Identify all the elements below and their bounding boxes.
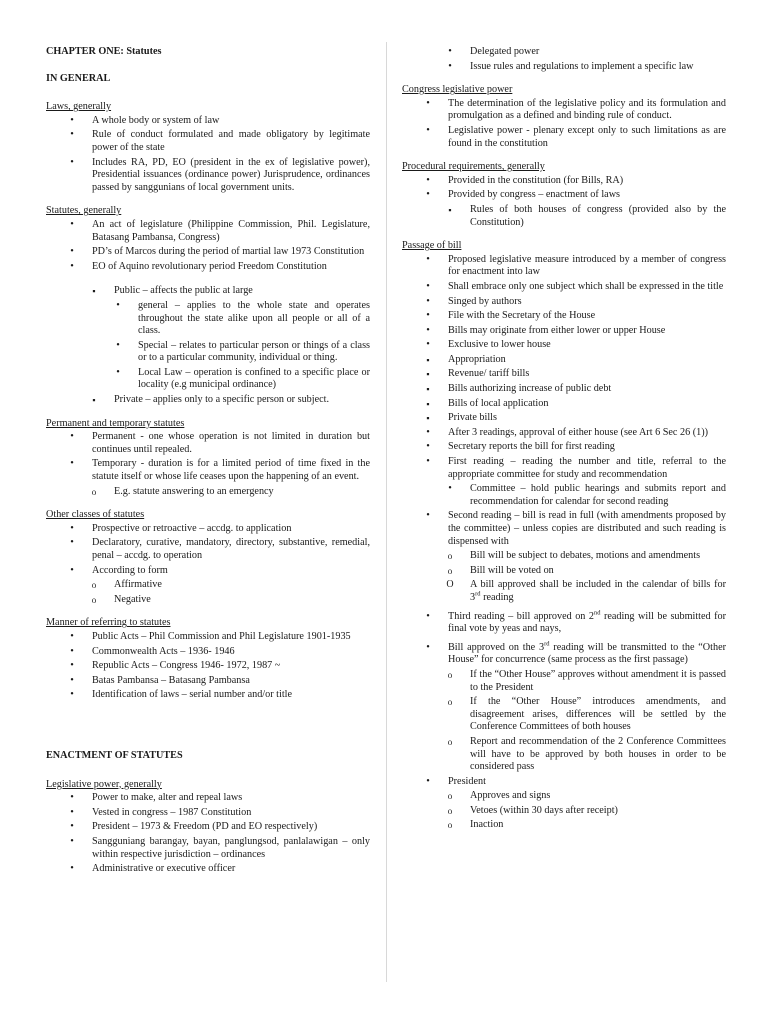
- bigcircle-bullet-icon: [444, 579, 456, 592]
- bullet-bullet-icon: [422, 339, 434, 352]
- list-item-text: An act of legislature (Philippine Commission, Phil. Legislature, Batasang Pambansa, Congress): [92, 218, 370, 243]
- list-item-text: Rules of both houses of congress (provided also by the Constitution): [470, 203, 726, 228]
- chapter-title: CHAPTER ONE: Statutes: [46, 46, 162, 57]
- list-item: [46, 458, 370, 483]
- list-item: [402, 819, 726, 832]
- subsection-title-permanent-and-temporary-statutes: Permanent and temporary statutes: [46, 417, 185, 429]
- left-column: [46, 46, 370, 878]
- list-item: [46, 486, 370, 499]
- list-item-text: President: [448, 775, 486, 787]
- list-item-text: Inaction: [470, 819, 504, 831]
- list-item: [402, 61, 726, 74]
- subsection-title-laws-generally: Laws, generally: [46, 101, 112, 113]
- bullet-bullet-icon: [422, 427, 434, 440]
- list-item: [46, 646, 370, 659]
- list-item: [46, 689, 370, 702]
- square-bullet-icon: [422, 354, 434, 368]
- list-item-text: Bills of local application: [448, 397, 549, 409]
- list-item-text: First reading – reading the number and title, referral to the appropriate committee for study and recommendation: [448, 456, 726, 480]
- bullet-list: [46, 631, 370, 702]
- list-item: [46, 594, 370, 607]
- list-item: [46, 261, 370, 274]
- list-item-text: Private – applies only to a specific person or subject.: [114, 394, 330, 406]
- subsection-title-legislative-power-generally: Legislative power, generally: [46, 778, 162, 790]
- list-item: [46, 129, 370, 154]
- bullet-bullet-icon: [66, 129, 78, 142]
- list-item: [402, 579, 726, 604]
- list-item-text: Public – affects the public at large: [114, 285, 253, 297]
- list-item-text: Secretary reports the bill for first reading: [448, 441, 615, 453]
- list-item: [402, 805, 726, 818]
- bullet-bullet-icon: [66, 863, 78, 876]
- list-item: [402, 550, 726, 563]
- list-item: [46, 863, 370, 876]
- list-item: [46, 807, 370, 820]
- bullet-bullet-icon: [66, 219, 78, 232]
- bullet-list: [46, 792, 370, 876]
- list-item-text: EO of Aquino revolutionary period Freedom Constitution: [92, 260, 327, 272]
- list-item: [402, 696, 726, 734]
- circle-bullet-icon: [444, 669, 456, 683]
- bullet-list: [46, 431, 370, 498]
- bullet-list: [402, 254, 726, 832]
- list-item-text: Approves and signs: [470, 790, 551, 802]
- list-item-text: President – 1973 & Freedom (PD and EO respectively): [92, 821, 318, 833]
- list-item: [402, 46, 726, 59]
- list-item-text: Vested in congress – 1987 Constitution: [92, 806, 252, 818]
- bullet-bullet-icon: [422, 776, 434, 789]
- bullet-list: [402, 175, 726, 229]
- list-item-text: Commonwealth Acts – 1936- 1946: [92, 645, 235, 657]
- list-item: [402, 339, 726, 352]
- bullet-bullet-icon: [66, 261, 78, 274]
- list-item-text: Prospective or retroactive – accdg. to application: [92, 522, 292, 534]
- list-item: [46, 431, 370, 456]
- bullet-bullet-icon: [66, 631, 78, 644]
- section-heading-enactment-of-statutes: ENACTMENT OF STATUTES: [46, 749, 183, 761]
- circle-bullet-icon: [88, 594, 100, 608]
- list-item: [402, 427, 726, 440]
- list-item: [402, 642, 726, 667]
- right-column: [402, 46, 726, 834]
- list-item: [402, 398, 726, 411]
- bullet-bullet-icon: [422, 98, 434, 111]
- bullet-bullet-icon: [422, 611, 434, 624]
- list-item-text: Committee – hold public hearings and submits report and recommendation for calendar for second reading: [470, 483, 726, 507]
- list-item-text: Rule of conduct formulated and made obligatory by legitimate power of the state: [92, 129, 370, 153]
- list-item: [402, 790, 726, 803]
- bullet-bullet-icon: [444, 61, 456, 74]
- list-item-text: Bills authorizing increase of public debt: [448, 383, 612, 395]
- list-item: [402, 565, 726, 578]
- subsection-title-passage-of-bill: Passage of bill: [402, 240, 462, 252]
- square-bullet-icon: [88, 394, 100, 408]
- square-bullet-icon: [88, 285, 100, 299]
- list-item-text: Singed by authors: [448, 295, 522, 307]
- list-item: [402, 310, 726, 323]
- bullet-bullet-icon: [66, 792, 78, 805]
- list-item-text: Delegated power: [470, 46, 540, 57]
- list-item-text: Legislative power - plenary except only to such limitations as are found in the constitution: [448, 124, 726, 149]
- column-divider: [386, 42, 387, 982]
- list-item: [402, 189, 726, 202]
- list-item: [46, 579, 370, 592]
- list-item: [402, 368, 726, 381]
- bullet-bullet-icon: [66, 537, 78, 550]
- bullet-bullet-icon: [422, 296, 434, 309]
- circle-bullet-icon: [444, 736, 456, 750]
- list-item: [46, 157, 370, 195]
- bullet-bullet-icon: [422, 125, 434, 138]
- list-item-text: E.g. statute answering to an emergency: [114, 485, 274, 497]
- list-item-text: A bill approved shall be included in the calendar of bills for 3rd reading: [470, 579, 726, 603]
- circle-bullet-icon: [444, 790, 456, 804]
- list-item-text: Revenue/ tariff bills: [448, 368, 530, 380]
- bullet-bullet-icon: [66, 115, 78, 128]
- bullet-bullet-icon: [66, 157, 78, 170]
- circle-bullet-icon: [444, 565, 456, 579]
- circle-bullet-icon: [88, 579, 100, 593]
- list-item: [46, 660, 370, 673]
- list-item: [402, 776, 726, 789]
- list-item-text: A whole body or system of law: [92, 114, 220, 126]
- circle-bullet-icon: [88, 486, 100, 500]
- bullet-bullet-icon: [66, 821, 78, 834]
- subsection-title-manner-of-referring-to-statutes: Manner of referring to statutes: [46, 617, 171, 629]
- list-item: [402, 456, 726, 481]
- bullet-bullet-icon: [66, 807, 78, 820]
- list-item: [402, 281, 726, 294]
- list-item: [46, 675, 370, 688]
- bullet-bullet-icon: [66, 523, 78, 536]
- list-item-text: Bill approved on the 3rd reading will be transmitted to the “Other House” for concurrence (same process as the first passage): [448, 640, 726, 666]
- circle-bullet-icon: [444, 696, 456, 710]
- bullet-bullet-icon: [422, 281, 434, 294]
- bullet-list: [46, 115, 370, 195]
- subsection-title-statutes-generally: Statutes, generally: [46, 205, 122, 217]
- bullet-bullet-icon: [444, 46, 456, 59]
- bullet-list: [402, 46, 726, 73]
- bullet-bullet-icon: [112, 340, 124, 353]
- list-item-text: After 3 readings, approval of either house (see Art 6 Sec 26 (1)): [448, 426, 708, 438]
- list-item: [46, 394, 370, 407]
- list-item: [402, 325, 726, 338]
- list-item: [402, 354, 726, 367]
- bullet-bullet-icon: [66, 646, 78, 659]
- bullet-list: [46, 523, 370, 607]
- list-item: [46, 300, 370, 338]
- bullet-bullet-icon: [112, 367, 124, 380]
- list-item-text: Special – relates to particular person or things of a class or to a particular community, individual or thing.: [138, 339, 370, 364]
- list-item: [402, 669, 726, 694]
- list-item: [46, 340, 370, 365]
- list-item-text: Includes RA, PD, EO (president in the ex of legislative power), Presidential issuances (ordinance power) Jurisprudence, ordinances passed by sanggunians of local government units.: [92, 156, 370, 193]
- list-item: [402, 510, 726, 548]
- list-item-text: Public Acts – Phil Commission and Phil Legislature 1901-1935: [92, 630, 351, 642]
- bullet-bullet-icon: [112, 300, 124, 313]
- bullet-bullet-icon: [66, 689, 78, 702]
- circle-bullet-icon: [444, 805, 456, 819]
- list-item-text: PD’s of Marcos during the period of martial law 1973 Constitution: [92, 246, 365, 258]
- list-item: [46, 631, 370, 644]
- list-item: [402, 611, 726, 636]
- bullet-bullet-icon: [66, 660, 78, 673]
- list-item: [46, 285, 370, 298]
- list-item: [402, 98, 726, 123]
- list-item-text: Second reading – bill is read in full (with amendments proposed by the committee) – unless copies are distributed and such reading is dispensed with: [448, 510, 726, 547]
- bullet-bullet-icon: [422, 254, 434, 267]
- list-item: [46, 537, 370, 562]
- list-item-text: Administrative or executive officer: [92, 863, 236, 875]
- bullet-bullet-icon: [66, 458, 78, 471]
- list-item: [402, 412, 726, 425]
- list-item: [402, 254, 726, 279]
- list-item: [402, 736, 726, 774]
- bullet-bullet-icon: [422, 642, 434, 655]
- list-item-text: Batas Pambansa – Batasang Pambansa: [92, 674, 250, 686]
- bullet-bullet-icon: [422, 325, 434, 338]
- square-bullet-icon: [422, 398, 434, 412]
- list-item-text: Affirmative: [114, 579, 162, 591]
- list-item-text: Vetoes (within 30 days after receipt): [470, 804, 618, 816]
- bullet-bullet-icon: [422, 310, 434, 323]
- square-bullet-icon: [422, 368, 434, 382]
- bullet-bullet-icon: [422, 441, 434, 454]
- bullet-bullet-icon: [444, 483, 456, 496]
- list-item-text: Permanent - one whose operation is not limited in duration but continues until repealed.: [92, 431, 370, 455]
- list-item: [402, 441, 726, 454]
- list-item-text: Report and recommendation of the 2 Conference Committees will have to be approved by both houses in order to be considered pass: [470, 735, 726, 773]
- list-item-text: Republic Acts – Congress 1946- 1972, 1987 ~: [92, 660, 281, 672]
- square-bullet-icon: [444, 204, 456, 218]
- list-item-text: Power to make, alter and repeal laws: [92, 792, 243, 804]
- square-bullet-icon: [422, 412, 434, 426]
- list-item: [46, 115, 370, 128]
- list-item: [46, 246, 370, 259]
- list-item-text: Negative: [114, 593, 151, 605]
- list-item: [46, 565, 370, 578]
- bullet-bullet-icon: [422, 189, 434, 202]
- list-item: [46, 523, 370, 536]
- list-item: [402, 204, 726, 229]
- list-item: [46, 792, 370, 805]
- subsection-title-other-classes-of-statutes: Other classes of statutes: [46, 509, 145, 521]
- list-item: [402, 125, 726, 150]
- list-item-text: Bills may originate from either lower or upper House: [448, 324, 666, 336]
- circle-bullet-icon: [444, 819, 456, 833]
- bullet-bullet-icon: [66, 565, 78, 578]
- list-item: [402, 296, 726, 309]
- list-item-text: Temporary - duration is for a limited period of time fixed in the statute itself or whose life ceases upon the happening of an event.: [92, 458, 370, 483]
- list-item-text: According to form: [92, 564, 168, 576]
- list-item: [402, 383, 726, 396]
- list-item-text: Third reading – bill approved on 2nd reading will be submitted for final vote by yeas and nays,: [448, 609, 727, 635]
- list-item: [46, 821, 370, 834]
- list-item-text: Provided in the constitution (for Bills, RA): [448, 174, 624, 186]
- list-item-text: File with the Secretary of the House: [448, 310, 596, 322]
- subsection-title-procedural-requirements-generally: Procedural requirements, generally: [402, 161, 545, 173]
- list-item-text: The determination of the legislative policy and its formulation and promulgation as a defined and binding rule of conduct.: [448, 97, 726, 122]
- list-item-text: If the “Other House” approves without amendment it is passed to the President: [470, 668, 726, 693]
- list-item-text: Bill will be subject to debates, motions and amendments: [470, 550, 701, 562]
- list-item-text: Exclusive to lower house: [448, 339, 551, 351]
- section-heading-in-general: IN GENERAL: [46, 72, 111, 84]
- bullet-list: [46, 219, 370, 407]
- list-item-text: Proposed legislative measure introduced by a member of congress for enactment into law: [448, 253, 726, 278]
- list-item-text: Sangguniang barangay, bayan, panglungsod, panlalawigan – only within respective jurisdiction – ordinances: [92, 835, 370, 860]
- bullet-bullet-icon: [422, 175, 434, 188]
- list-item-text: Declaratory, curative, mandatory, directory, substantive, remedial, penal – accdg. to operation: [92, 537, 370, 561]
- bullet-bullet-icon: [66, 431, 78, 444]
- bullet-bullet-icon: [66, 246, 78, 259]
- bullet-bullet-icon: [66, 836, 78, 849]
- list-item-text: Local Law – operation is confined to a specific place or locality (e.g municipal ordinance): [138, 366, 370, 391]
- list-item: [46, 836, 370, 861]
- list-item-text: Shall embrace only one subject which shall be expressed in the title: [448, 280, 724, 292]
- list-item: [46, 219, 370, 244]
- bullet-bullet-icon: [66, 675, 78, 688]
- list-item: [402, 483, 726, 508]
- list-item-text: Issue rules and regulations to implement a specific law: [470, 60, 694, 72]
- bullet-list: [402, 98, 726, 150]
- list-item-text: If the “Other House” introduces amendments, and disagreement arises, differences will be settled by the Conference Committees of both houses: [470, 696, 726, 733]
- bullet-bullet-icon: [422, 510, 434, 523]
- list-item-text: Provided by congress – enactment of laws: [448, 189, 621, 201]
- list-item: [402, 175, 726, 188]
- circle-bullet-icon: [444, 550, 456, 564]
- bullet-bullet-icon: [422, 456, 434, 469]
- list-item-text: Identification of laws – serial number and/or title: [92, 689, 293, 701]
- list-item-text: Private bills: [448, 412, 497, 424]
- subsection-title-congress-legislative-power: Congress legislative power: [402, 84, 513, 96]
- list-item-text: Bill will be voted on: [470, 564, 554, 576]
- square-bullet-icon: [422, 383, 434, 397]
- list-item: [46, 367, 370, 392]
- list-item-text: general – applies to the whole state and operates throughout the state alike upon all people or all of a class.: [138, 299, 370, 337]
- list-item-text: Appropriation: [448, 353, 506, 365]
